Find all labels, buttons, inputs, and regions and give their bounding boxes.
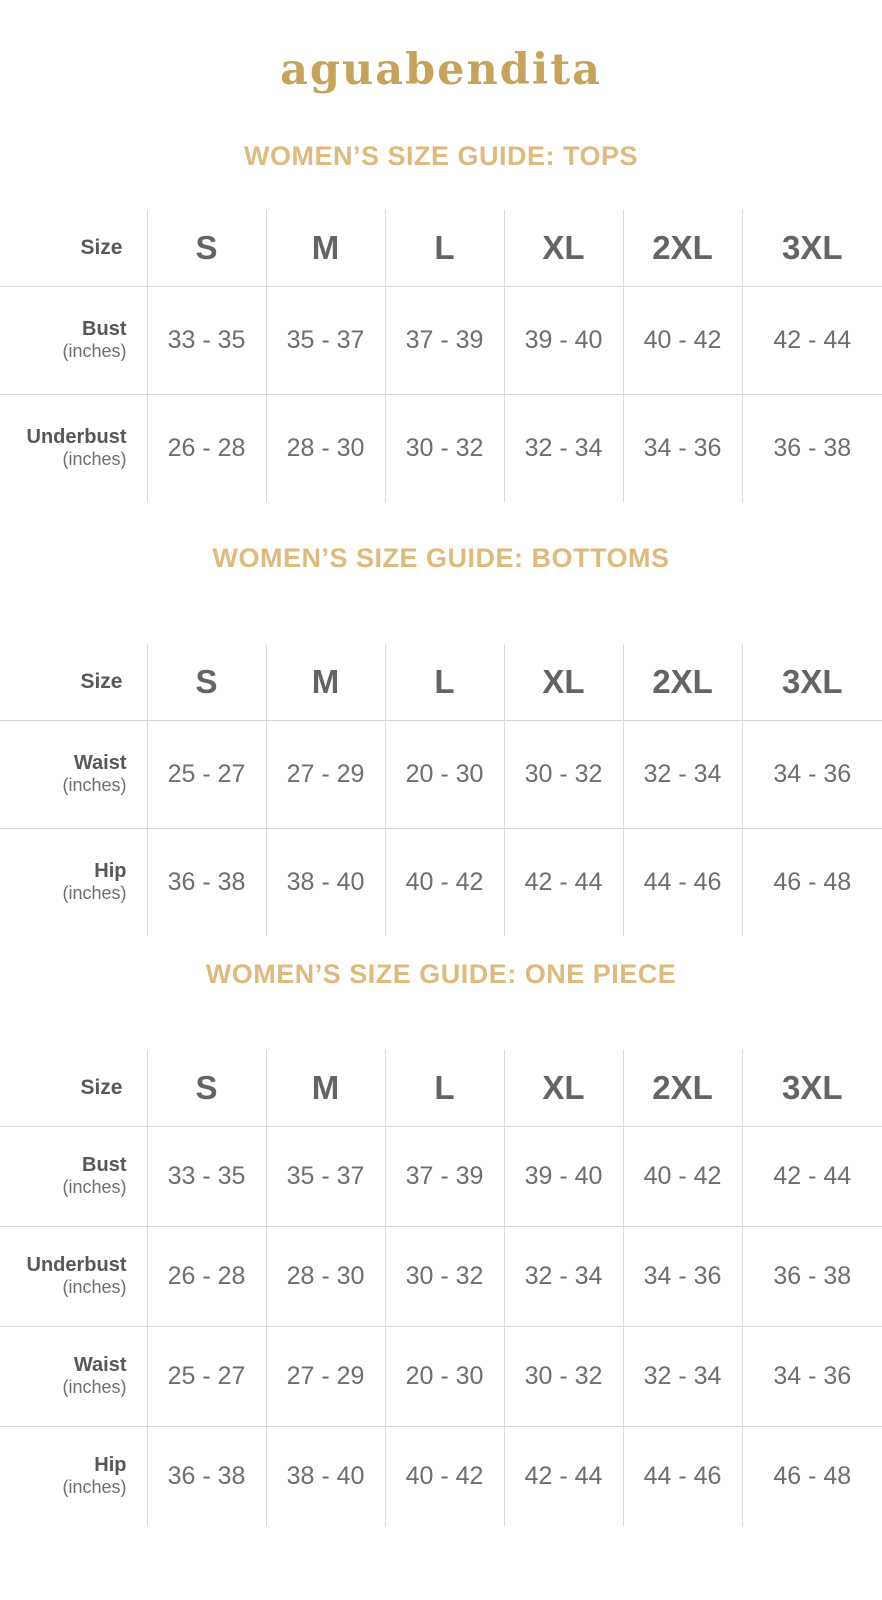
size-table-bottoms: [0, 644, 882, 936]
row-label: Underbust: [26, 426, 127, 449]
size-table-tops: [0, 210, 882, 502]
cell-value: 27 - 29: [266, 1326, 385, 1426]
row-unit: (inches): [62, 1177, 127, 1198]
table-row-waist: [0, 720, 882, 828]
cell-value: 46 - 48: [742, 1426, 882, 1526]
cell-value: 25 - 27: [147, 720, 266, 828]
row-label-cell: [0, 1126, 147, 1226]
cell-value: 27 - 29: [266, 720, 385, 828]
cell-value: 28 - 30: [266, 1226, 385, 1326]
cell-value: 36 - 38: [147, 828, 266, 936]
cell-value: 42 - 44: [504, 828, 623, 936]
table-header-row: [0, 644, 882, 720]
cell-value: 38 - 40: [266, 828, 385, 936]
cell-value: 39 - 40: [504, 1126, 623, 1226]
cell-value: 36 - 38: [147, 1426, 266, 1526]
cell-value: 26 - 28: [147, 394, 266, 502]
row-label: Underbust: [26, 1253, 127, 1276]
table-header-row: [0, 210, 882, 286]
cell-value: 30 - 32: [504, 720, 623, 828]
row-unit: (inches): [62, 449, 127, 470]
table-row-bust: [0, 286, 882, 394]
cell-value: 20 - 30: [385, 720, 504, 828]
row-label-cell: [0, 1326, 147, 1426]
col-header-m: M: [266, 210, 385, 286]
cell-value: 34 - 36: [742, 1326, 882, 1426]
row-label: Waist: [73, 1353, 127, 1376]
cell-value: 40 - 42: [623, 286, 742, 394]
row-unit: (inches): [62, 341, 127, 362]
cell-value: 36 - 38: [742, 394, 882, 502]
cell-value: 42 - 44: [742, 286, 882, 394]
col-header-l: L: [385, 210, 504, 286]
size-corner-label: Size: [80, 235, 123, 259]
cell-value: 40 - 42: [623, 1126, 742, 1226]
table-row-hip: [0, 828, 882, 936]
cell-value: 40 - 42: [385, 1426, 504, 1526]
cell-value: 33 - 35: [147, 286, 266, 394]
col-header-s: S: [147, 1050, 266, 1126]
table-header-row: [0, 1050, 882, 1126]
col-header-3xl: 3XL: [742, 644, 882, 720]
col-header-2xl: 2XL: [623, 210, 742, 286]
row-label-cell: [0, 1226, 147, 1326]
cell-value: 34 - 36: [623, 394, 742, 502]
cell-value: 30 - 32: [504, 1326, 623, 1426]
col-header-xl: XL: [504, 1050, 623, 1126]
row-label-cell: [0, 286, 147, 394]
cell-value: 34 - 36: [623, 1226, 742, 1326]
row-label-cell: [0, 1426, 147, 1526]
cell-value: 46 - 48: [742, 828, 882, 936]
col-header-m: M: [266, 644, 385, 720]
cell-value: 34 - 36: [742, 720, 882, 828]
table-row-bust: [0, 1126, 882, 1226]
brand-logo: aguabendita: [280, 45, 602, 95]
cell-value: 37 - 39: [385, 286, 504, 394]
col-header-2xl: 2XL: [623, 1050, 742, 1126]
cell-value: 40 - 42: [385, 828, 504, 936]
row-label-cell: [0, 394, 147, 502]
cell-value: 37 - 39: [385, 1126, 504, 1226]
cell-value: 44 - 46: [623, 828, 742, 936]
cell-value: 30 - 32: [385, 1226, 504, 1326]
cell-value: 35 - 37: [266, 1126, 385, 1226]
table-row-hip: [0, 1426, 882, 1526]
col-header-s: S: [147, 644, 266, 720]
cell-value: 42 - 44: [742, 1126, 882, 1226]
cell-value: 28 - 30: [266, 394, 385, 502]
cell-value: 25 - 27: [147, 1326, 266, 1426]
table-row-waist: [0, 1326, 882, 1426]
size-corner-label: Size: [80, 1075, 123, 1099]
cell-value: 39 - 40: [504, 286, 623, 394]
col-header-xl: XL: [504, 644, 623, 720]
cell-value: 26 - 28: [147, 1226, 266, 1326]
row-label: Hip: [94, 1454, 127, 1477]
section-heading-one-piece: WOMEN’S SIZE GUIDE: ONE PIECE: [205, 959, 677, 989]
col-header-xl: XL: [504, 210, 623, 286]
row-label: Bust: [82, 1153, 127, 1176]
row-label: Waist: [73, 751, 127, 774]
table-row-underbust: [0, 394, 882, 502]
col-header-3xl: 3XL: [742, 1050, 882, 1126]
cell-value: 36 - 38: [742, 1226, 882, 1326]
cell-value: 38 - 40: [266, 1426, 385, 1526]
cell-value: 32 - 34: [623, 1326, 742, 1426]
col-header-m: M: [266, 1050, 385, 1126]
row-label-cell: [0, 720, 147, 828]
row-unit: (inches): [62, 1277, 127, 1298]
cell-value: 30 - 32: [385, 394, 504, 502]
cell-value: 35 - 37: [266, 286, 385, 394]
size-table-one-piece: [0, 1050, 882, 1526]
row-unit: (inches): [62, 883, 127, 904]
col-header-l: L: [385, 1050, 504, 1126]
size-guide-page: [0, 44, 882, 1580]
section-heading-tops: WOMEN’S SIZE GUIDE: TOPS: [243, 141, 639, 171]
col-header-s: S: [147, 210, 266, 286]
row-label: Hip: [94, 860, 127, 883]
row-unit: (inches): [62, 775, 127, 796]
cell-value: 32 - 34: [504, 1226, 623, 1326]
col-header-2xl: 2XL: [623, 644, 742, 720]
row-unit: (inches): [62, 1377, 127, 1398]
section-heading-bottoms: WOMEN’S SIZE GUIDE: BOTTOMS: [212, 543, 670, 573]
cell-value: 32 - 34: [623, 720, 742, 828]
table-row-underbust: [0, 1226, 882, 1326]
row-label: Bust: [82, 317, 127, 340]
col-header-3xl: 3XL: [742, 210, 882, 286]
cell-value: 32 - 34: [504, 394, 623, 502]
cell-value: 44 - 46: [623, 1426, 742, 1526]
col-header-l: L: [385, 644, 504, 720]
row-label-cell: [0, 828, 147, 936]
cell-value: 20 - 30: [385, 1326, 504, 1426]
cell-value: 33 - 35: [147, 1126, 266, 1226]
row-unit: (inches): [62, 1477, 127, 1498]
cell-value: 42 - 44: [504, 1426, 623, 1526]
size-corner-label: Size: [80, 669, 123, 693]
